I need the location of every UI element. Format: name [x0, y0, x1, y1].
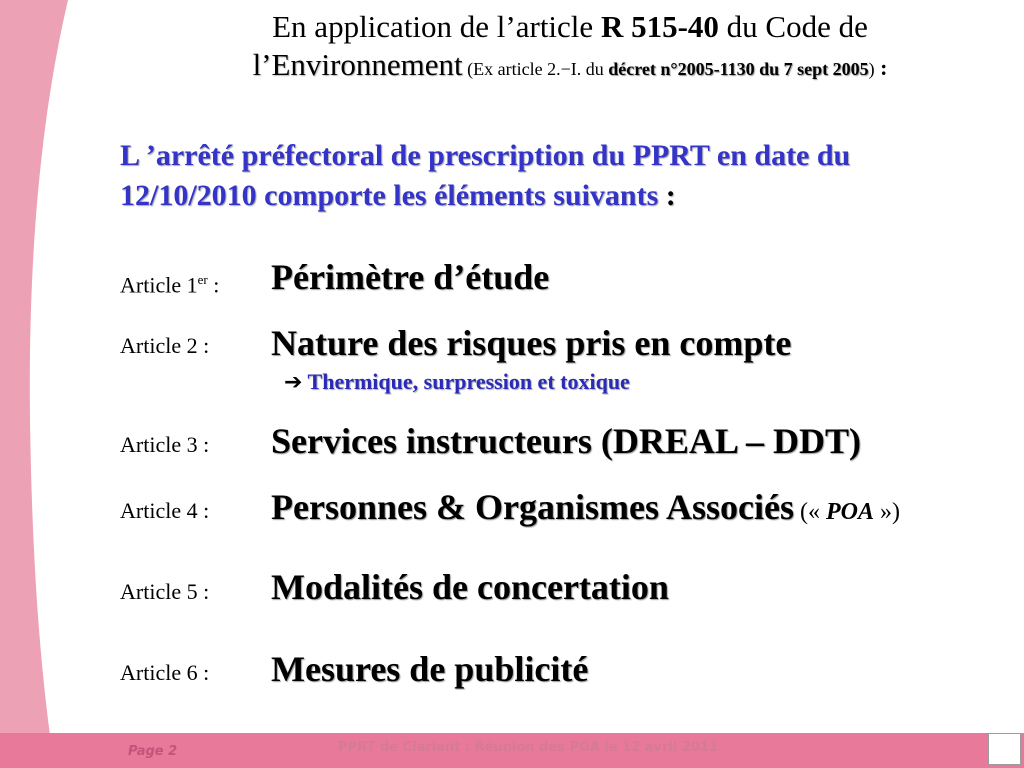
article-2-label: Article 2 :	[120, 333, 210, 358]
article-4-poa-em: POA	[825, 499, 874, 525]
article-6-label: Article 6 :	[120, 660, 210, 685]
article-1-sup: er	[197, 272, 208, 287]
decorative-side-band	[0, 0, 95, 735]
article-4-poa-open: («	[793, 499, 826, 525]
intro-colon: :	[658, 179, 676, 212]
title-line1-pre: En application de l’article	[272, 9, 601, 44]
intro-paragraph	[120, 136, 980, 216]
article-3-label: Article 3 :	[120, 432, 210, 457]
footer-box	[988, 733, 1021, 765]
article-5-value: Modalités de concertation	[271, 567, 669, 607]
article-1-suffix: :	[207, 272, 220, 298]
title-decret: décret n°2005-1130 du 7 sept 2005	[608, 59, 869, 79]
title-paren-close: )	[868, 59, 875, 79]
article-2-value: Nature des risques pris en compte	[271, 323, 792, 363]
title-environnement: l’Environnement	[252, 47, 463, 82]
title-article-ref: R 515-40	[600, 9, 719, 44]
right-arrow-icon: ➔	[284, 370, 303, 395]
article-1-value: Périmètre d’étude	[271, 257, 550, 297]
article-2-detail-text: Thermique, surpression et toxique	[307, 369, 630, 394]
article-1-label-text: Article 1	[120, 272, 198, 298]
article-2-detail	[284, 368, 630, 397]
article-1-label	[120, 266, 219, 299]
title-ex-article: (Ex article 2.−I. du	[462, 59, 609, 79]
intro-text: L ’arrêté préfectoral de prescription du PPRT en date du 12/10/2010 comporte les éléments suivants	[120, 139, 851, 212]
article-4-value-text: Personnes & Organismes Associés	[271, 487, 794, 527]
article-5-label: Article 5 :	[120, 579, 210, 604]
article-4-poa-close: »)	[873, 499, 900, 525]
article-4-poa	[794, 499, 900, 525]
page-number: Page 2	[128, 744, 178, 759]
article-3-value: Services instructeurs (DREAL – DDT)	[271, 421, 861, 461]
slide-title	[150, 8, 990, 88]
title-colon: :	[874, 55, 888, 80]
article-6-value: Mesures de publicité	[271, 649, 589, 689]
article-4-label: Article 4 :	[120, 498, 210, 523]
footer-caption: PPRT de Clariant : Réunion des POA le 12 avril 2011	[338, 740, 719, 755]
article-4-value	[271, 486, 900, 533]
title-line1-post: du Code de	[718, 9, 868, 44]
